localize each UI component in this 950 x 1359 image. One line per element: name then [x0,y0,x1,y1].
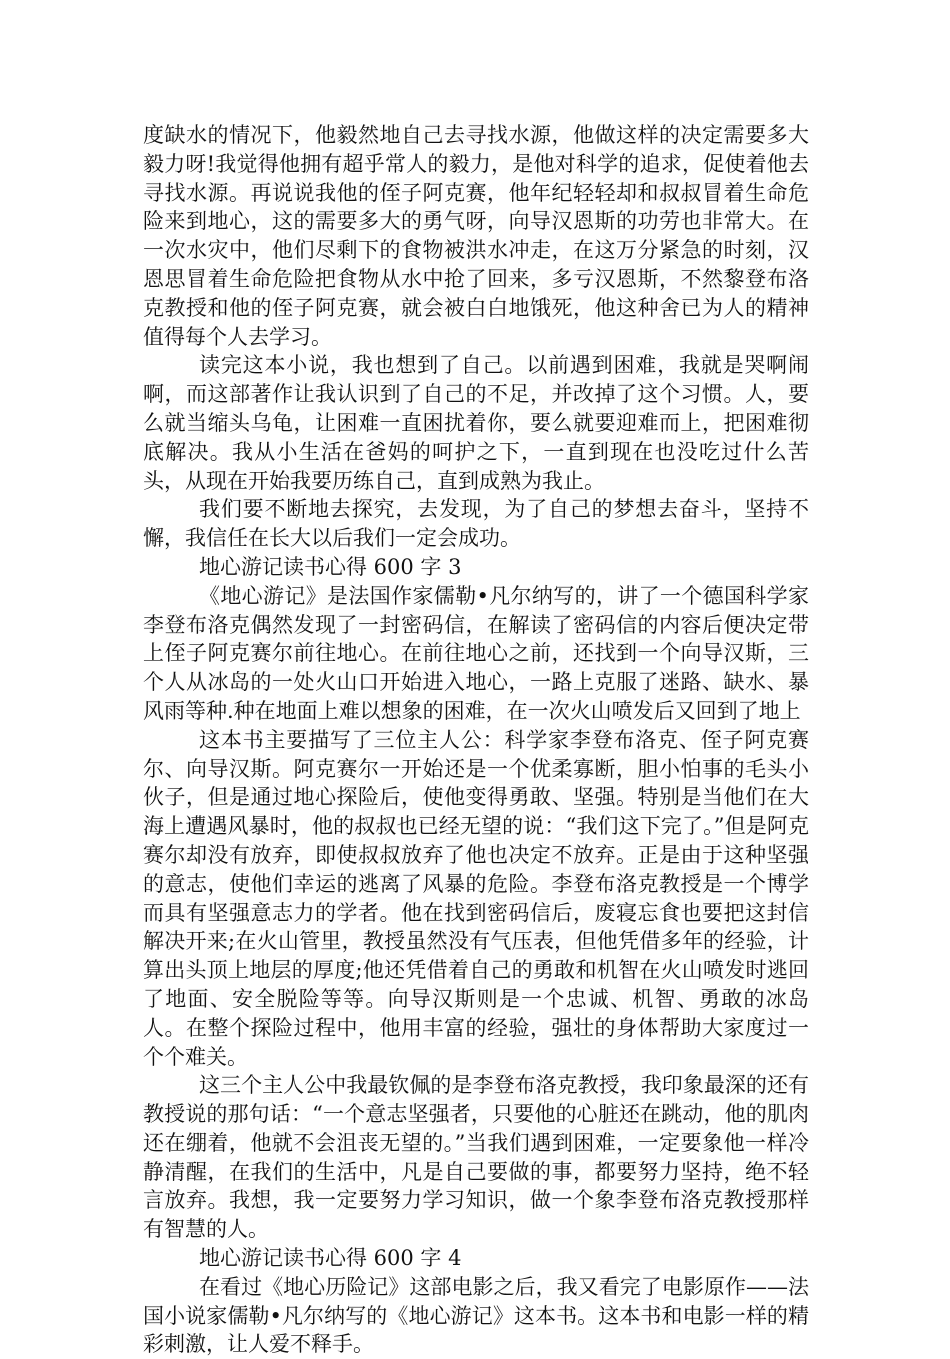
paragraph: 《地心游记》是法国作家儒勒•凡尔纳写的，讲了一个德国科学家李登布洛克偶然发现了一封密码信，在解读了密码信的内容后便决定带上侄子阿克赛尔前往地心。在前往地心之前，还找到一个向导汉斯，三个人从冰岛的一处火山口开始进入地心，一路上克服了迷路、缺水、暴风雨等种.种在地面上难以想象的困难，在一次火山喷发后又回到了地上 [143,583,809,723]
paragraph: 读完这本小说，我也想到了自己。以前遇到困难，我就是哭啊闹啊，而这部著作让我认识到了自己的不足，并改掉了这个习惯。人，要么就当缩头乌龟，让困难一直困扰着你，要么就要迎难而上，把困难彻底解决。我从小生活在爸妈的呵护之下，一直到现在也没吃过什么苦头，从现在开始我要历练自己，直到成熟为我止。 [143,353,809,493]
document-body [143,121,809,1359]
paragraph: 这本书主要描写了三位主人公：科学家李登布洛克、侄子阿克赛尔、向导汉斯。阿克赛尔一开始还是一个优柔寡断，胆小怕事的毛头小伙子，但是通过地心探险后，使他变得勇敢、坚强。特别是当他们在大海上遭遇风暴时，他的叔叔也已经无望的说：“我们这下完了。”但是阿克赛尔却没有放弃，即使叔叔放弃了他也决定不放弃。正是由于这种坚强的意志，使他们幸运的逃离了风暴的危险。李登布洛克教授是一个博学而具有坚强意志力的学者。他在找到密码信后，废寝忘食也要把这封信解决开来;在火山管里，教授虽然没有气压表，但他凭借多年的经验，计算出头顶上地层的厚度;他还凭借着自己的勇敢和机智在火山喷发时逃回了地面、安全脱险等等。向导汉斯则是一个忠诚、机智、勇敢的冰岛人。在整个探险过程中，他用丰富的经验，强壮的身体帮助大家度过一个个难关。 [143,727,809,1069]
paragraph: 在看过《地心历险记》这部电影之后，我又看完了电影原作——法国小说家儒勒•凡尔纳写的《地心游记》这本书。这本书和电影一样的精彩刺激，让人爱不释手。 [143,1274,809,1357]
section-heading: 地心游记读书心得 600 字 4 [199,1246,462,1271]
section-heading: 地心游记读书心得 600 字 3 [199,554,462,579]
paragraph: 这三个主人公中我最钦佩的是李登布洛克教授，我印象最深的还有教授说的那句话：“一个意志坚强者，只要他的心脏还在跳动，他的肌肉还在绷着，他就不会沮丧无望的。”当我们遇到困难，一定要象他一样冷静清醒，在我们的生活中，凡是自己要做的事，都要努力坚持，绝不轻言放弃。我想，我一定要努力学习知识，做一个象李登布洛克教授那样有智慧的人。 [143,1073,809,1242]
paragraph-continuation: 度缺水的情况下，他毅然地自己去寻找水源，他做这样的决定需要多大毅力呀!我觉得他拥有超乎常人的毅力，是他对科学的追求，促使着他去寻找水源。再说说我他的侄子阿克赛，他年纪轻轻却和叔叔冒着生命危险来到地心，这的需要多大的勇气呀，向导汉恩斯的功劳也非常大。在一次水灾中，他们尽剩下的食物被洪水冲走，在这万分紧急的时刻，汉恩思冒着生命危险把食物从水中抢了回来，多亏汉恩斯，不然黎登布洛克教授和他的侄子阿克赛，就会被白白地饿死，他这种舍已为人的精神值得每个人去学习。 [143,123,809,349]
paragraph: 我们要不断地去探究，去发现，为了自己的梦想去奋斗，坚持不懈，我信任在长大以后我们一定会成功。 [143,497,809,551]
